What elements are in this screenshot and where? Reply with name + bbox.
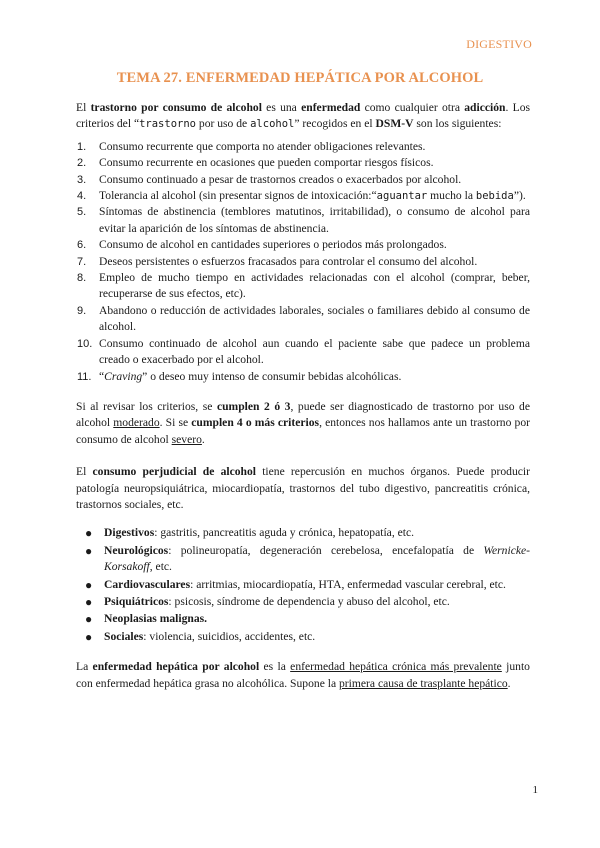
criteria-item: 11. “Craving” o deseo muy intenso de consumir bebidas alcohólicas. (77, 369, 402, 383)
harmful-consumption-paragraph: El consumo perjudicial de alcohol tiene repercusión en muchos órganos. Puede producir patología neuropsiquiátrica, miocardiopatía, trastornos del tubo digestivo, pancreatitis crónica, trastornos sociales, etc. (76, 465, 530, 511)
page-number: 1 (532, 784, 538, 796)
criteria-item: 6. Consumo de alcohol en cantidades superiores o periodos más prolongados. (77, 238, 447, 252)
organ-effects-list (76, 525, 530, 645)
list-item: ● Cardiovasculares: arritmias, miocardiopatía, HTA, enfermedad vascular cerebral, etc. (85, 577, 506, 592)
diagnosis-paragraph: Si al revisar los criterios, se cumplen 2 ó 3, puede ser diagnosticado de trastorno por uso de alcohol moderado. Si se cumplen 4 o más criterios, entonces nos hallamos ante un trastorno por consumo de alcohol severo. (76, 399, 530, 446)
criteria-item: 8. Empleo de mucho tiempo en actividades relacionadas con el alcohol (comprar, beber, recuperarse de sus efectos, etc). (77, 271, 530, 301)
list-item: ● Psiquiátricos: psicosis, síndrome de dependencia y abuso del alcohol, etc. (85, 594, 450, 609)
bullet-icon: ● (85, 594, 93, 609)
list-item: ● Digestivos: gastritis, pancreatitis aguda y crónica, hepatopatía, etc. (85, 526, 415, 541)
bullet-icon: ● (85, 543, 93, 558)
list-item: ● Neoplasias malignas. (85, 612, 208, 627)
closing-paragraph: La enfermedad hepática por alcohol es la enfermedad hepática crónica más prevalente junto con enfermedad hepática grasa no alcohólica. Supone la primera causa de trasplante hepático. (76, 660, 530, 690)
criteria-item: 2. Consumo recurrente en ocasiones que pueden comportar riesgos físicos. (77, 156, 434, 170)
document-body (76, 100, 530, 692)
list-item: ● Sociales: violencia, suicidios, accidentes, etc. (85, 629, 316, 644)
criteria-item: 7. Deseos persistentes o esfuerzos fracasados para controlar el consumo del alcohol. (77, 254, 478, 268)
criteria-item: 5. Síntomas de abstinencia (temblores matutinos, irritabilidad), o consumo de alcohol para evitar la aparición de los síntomas de abstinencia. (77, 205, 530, 235)
intro-paragraph: El trastorno por consumo de alcohol es una enfermedad como cualquier otra adicción. Los criterios del “trastorno por uso de alcohol” recogidos en el DSM-V son los siguientes: (76, 101, 531, 131)
criteria-item: 3. Consumo continuado a pesar de trastornos creados o exacerbados por alcohol. (77, 172, 462, 186)
criteria-item: 9. Abandono o reducción de actividades laborales, sociales o familiares debido al consumo de alcohol. (77, 303, 530, 334)
list-item: ● Neurológicos: polineuropatía, degeneración cerebelosa, encefalopatía de Wernicke-Korsakoff, etc. (85, 543, 530, 574)
bullet-icon: ● (85, 526, 93, 541)
page-title: TEMA 27. ENFERMEDAD HEPÁTICA POR ALCOHOL (116, 70, 484, 86)
dsm-criteria-list (76, 139, 530, 385)
bullet-icon: ● (85, 612, 93, 627)
criteria-item: 4. Tolerancia al alcohol (sin presentar signos de intoxicación:“aguantar mucho la bebida”). (77, 189, 526, 203)
bullet-icon: ● (85, 577, 93, 592)
criteria-item: 10. Consumo continuado de alcohol aun cuando el paciente sabe que padece un problema creado o exacerbado por el alcohol. (77, 336, 530, 367)
section-header: DIGESTIVO (466, 37, 532, 51)
bullet-icon: ● (85, 629, 93, 644)
criteria-item: 1. Consumo recurrente que comporta no atender obligaciones relevantes. (77, 139, 426, 153)
